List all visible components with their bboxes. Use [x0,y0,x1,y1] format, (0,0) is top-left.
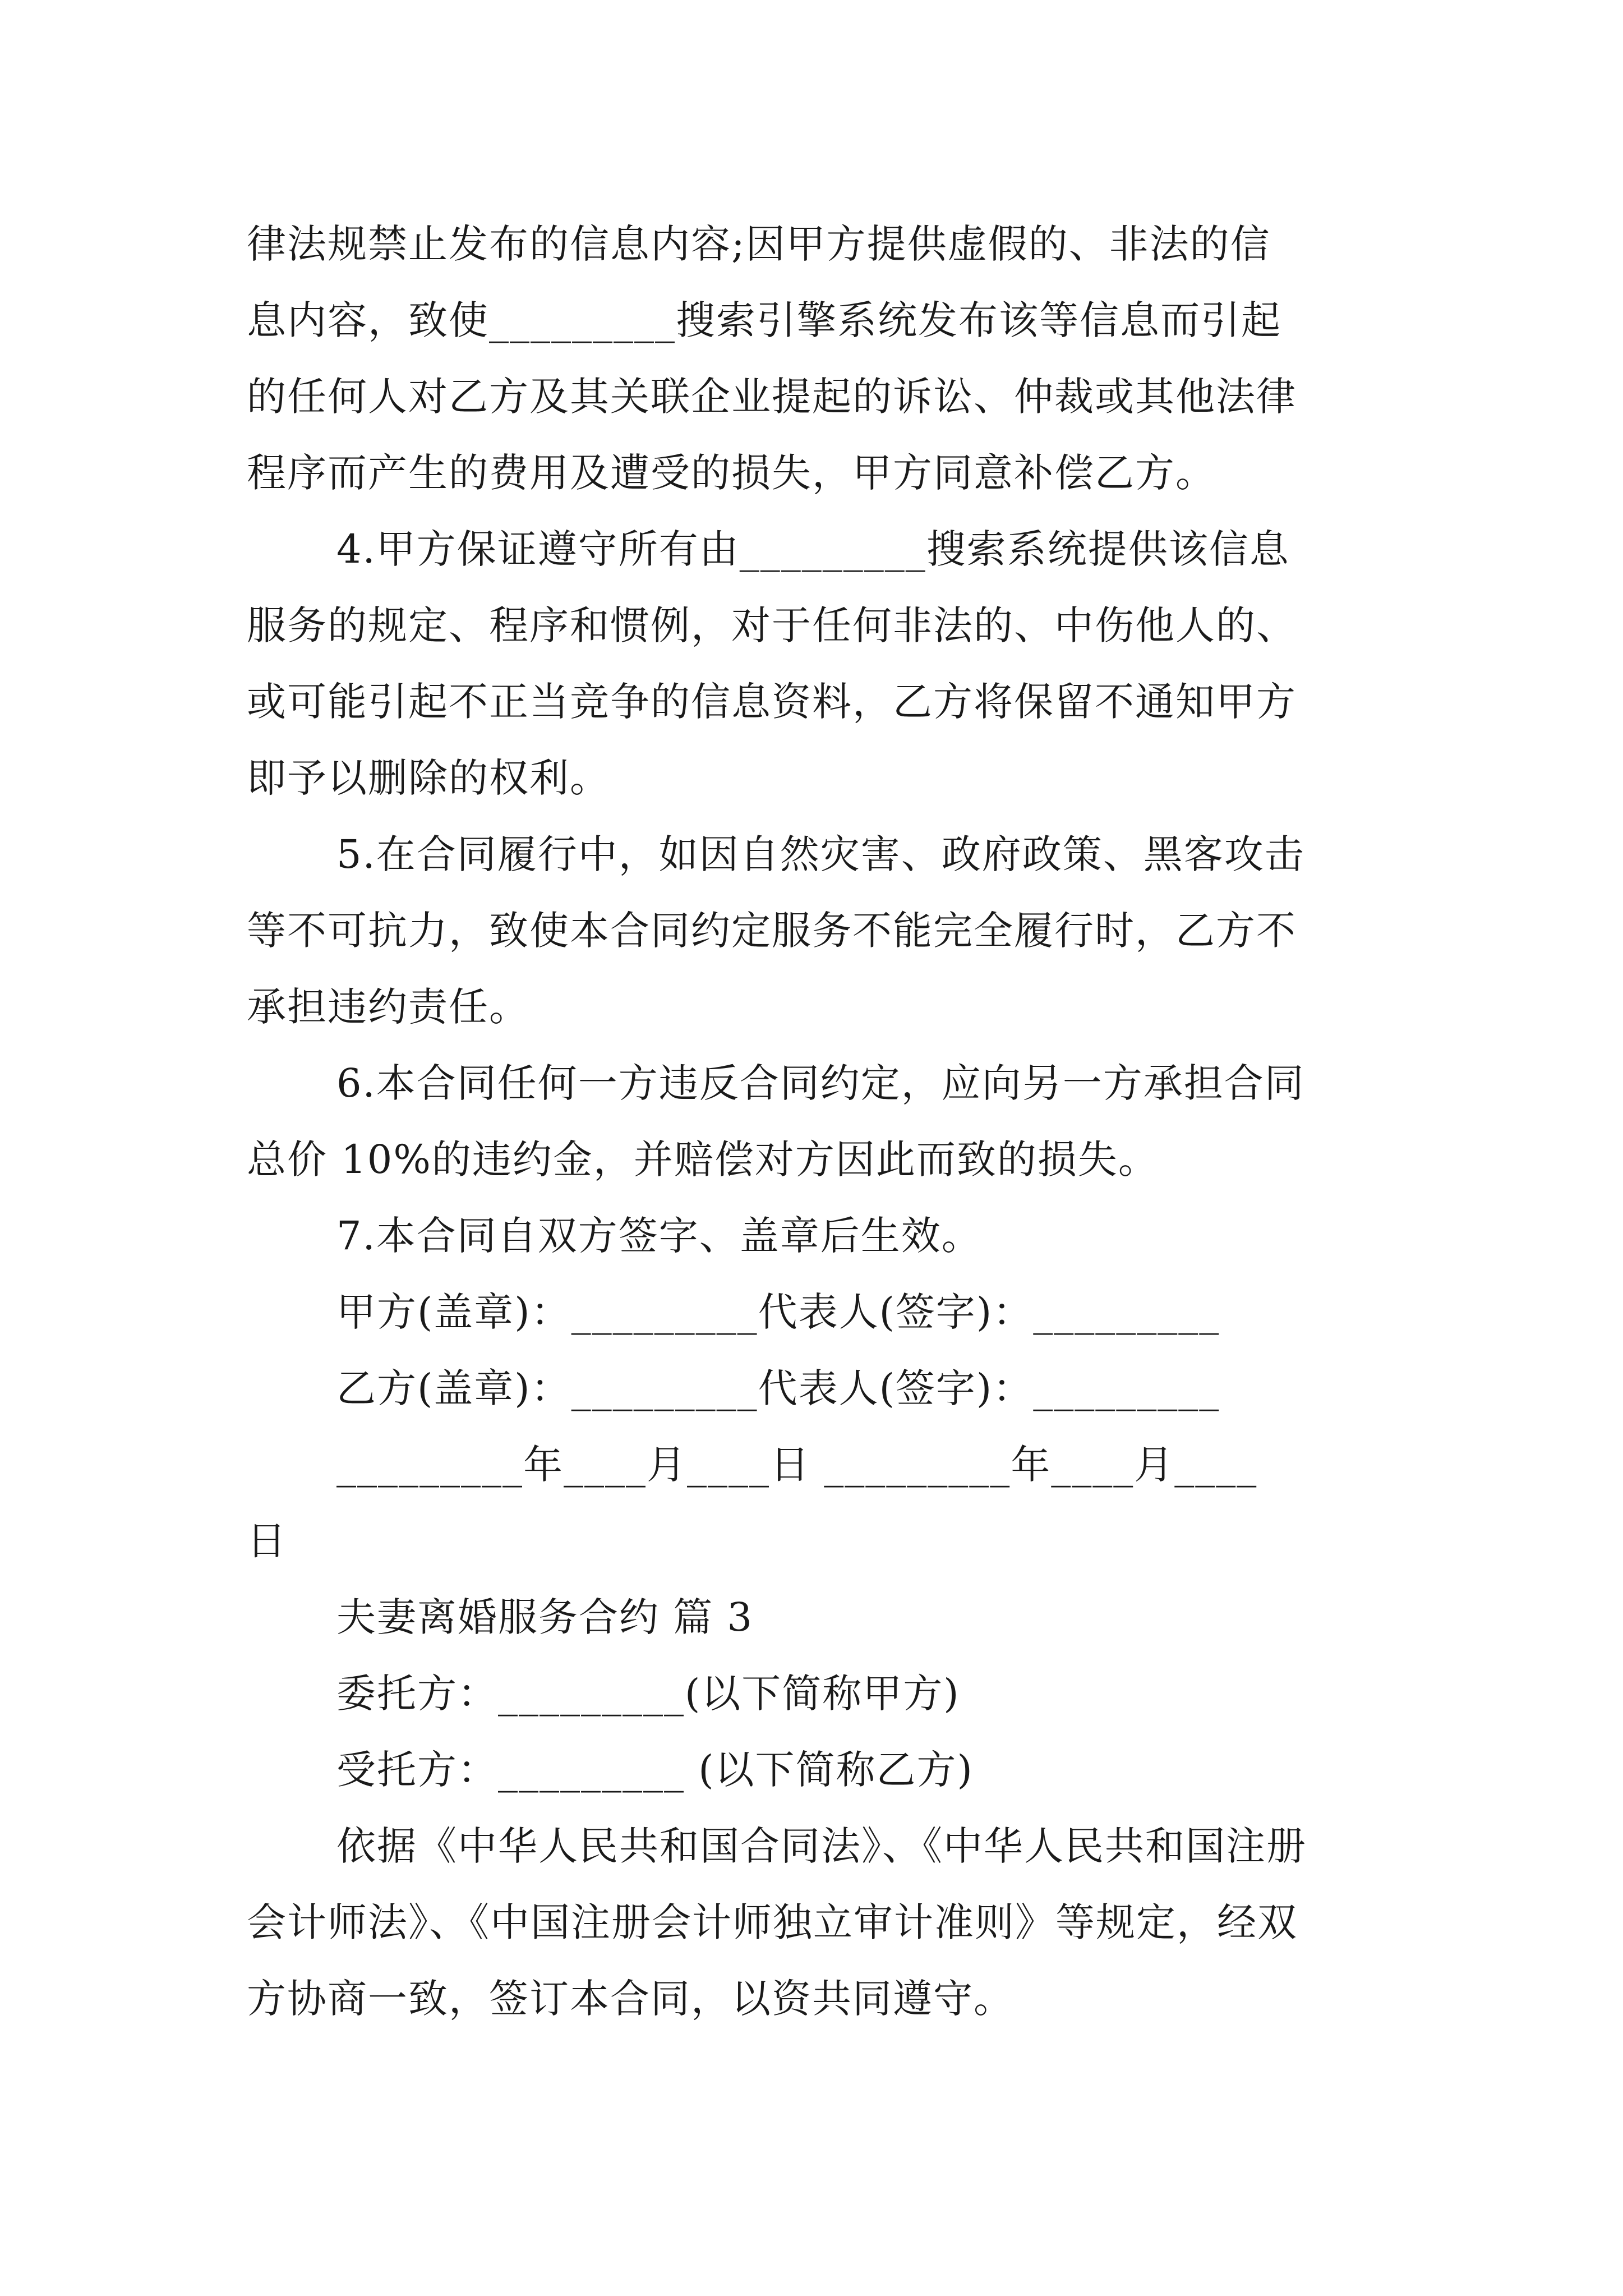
text-line: 服务的规定、程序和惯例，对于任何非法的、中伤他人的、 [247,602,1297,648]
date-line: _________年____月____日 _________年____月____ [336,1442,1258,1488]
text-line: 程序而产生的费用及遭受的损失，甲方同意补偿乙方。 [247,450,1216,496]
text-line: 日 [247,1518,287,1564]
text-line: 6.本合同任何一方违反合同约定，应向另一方承担合同 [336,1060,1305,1106]
party-line: 委托方：_________(以下简称甲方) [336,1671,960,1717]
signature-line: 甲方(盖章)：_________代表人(签字)：_________ [336,1289,1220,1335]
text-line: 7.本合同自双方签字、盖章后生效。 [336,1213,982,1259]
text-line: 息内容，致使_________搜索引擎系统发布该等信息而引起 [247,297,1281,343]
section-title: 夫妻离婚服务合约 篇 3 [336,1594,754,1640]
text-line: 承担违约责任。 [247,984,529,1030]
text-line: 方协商一致，签订本合同，以资共同遵守。 [247,1976,1014,2022]
text-line: 会计师法》、《中国注册会计师独立审计准则》等规定，经双 [247,1899,1298,1945]
text-line: 律法规禁止发布的信息内容;因甲方提供虚假的、非法的信 [247,221,1271,267]
text-line: 总价 10%的违约金，并赔偿对方因此而致的损失。 [247,1137,1159,1182]
signature-line: 乙方(盖章)：_________代表人(签字)：_________ [336,1365,1220,1411]
party-line: 受托方：_________ (以下简称乙方) [336,1747,974,1793]
text-line: 即予以删除的权利。 [247,755,610,801]
text-line: 4.甲方保证遵守所有由_________搜索系统提供该信息 [336,526,1290,572]
text-line: 的任何人对乙方及其关联企业提起的诉讼、仲裁或其他法律 [247,374,1297,420]
text-line: 5.在合同履行中，如因自然灾害、政府政策、黑客攻击 [336,831,1305,877]
text-line: 等不可抗力，致使本合同约定服务不能完全履行时，乙方不 [247,908,1297,954]
text-line: 依据《中华人民共和国合同法》、《中华人民共和国注册 [336,1823,1307,1869]
text-line: 或可能引起不正当竞争的信息资料，乙方将保留不通知甲方 [247,679,1297,725]
